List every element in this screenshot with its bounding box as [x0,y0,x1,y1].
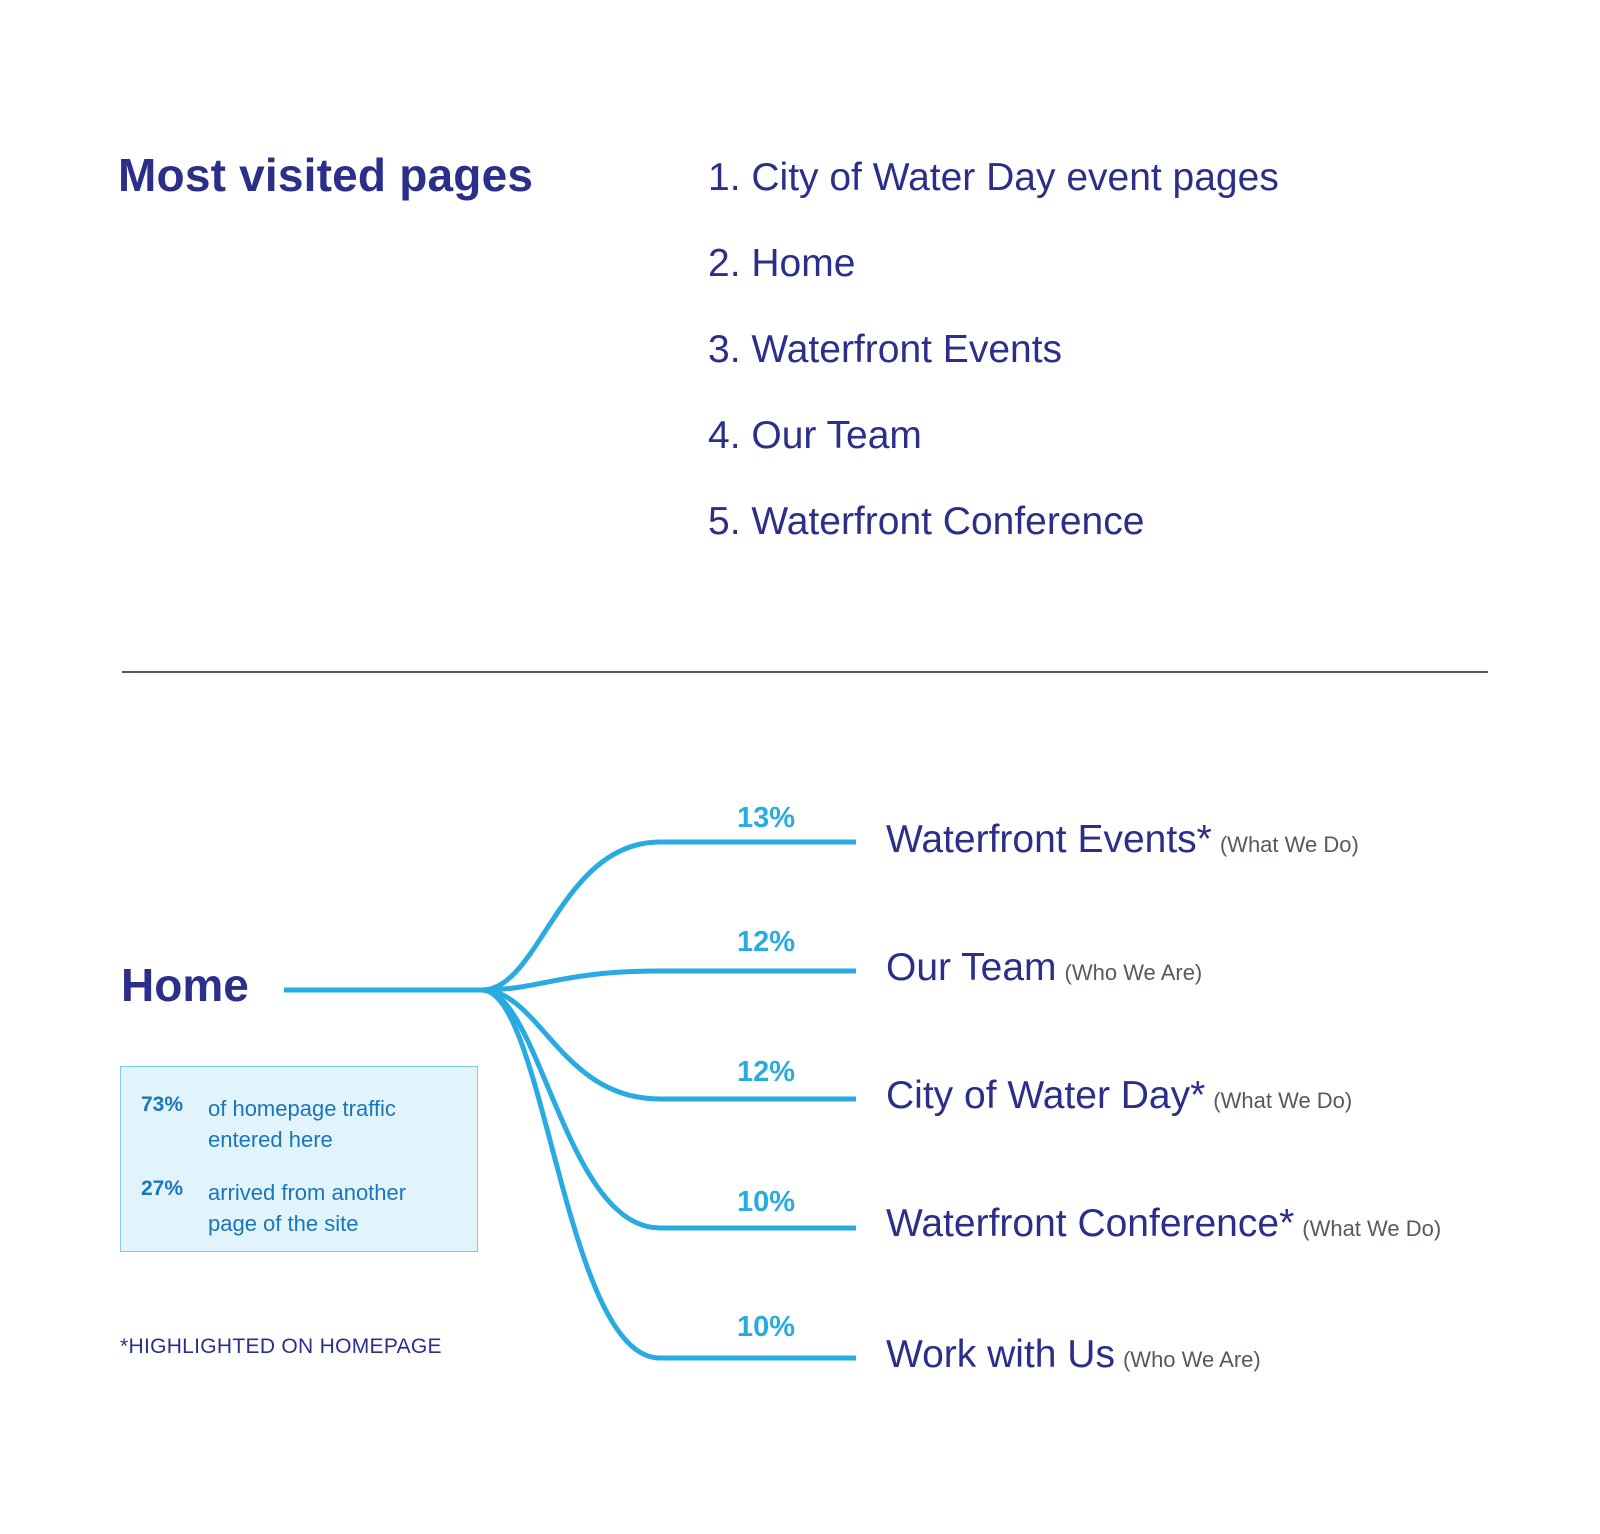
flow-percent: 10% [736,1186,796,1218]
destination-section: (Who We Are) [1064,960,1203,985]
top-page-item: 3. Waterfront Events [708,328,1063,371]
flow-percent: 12% [736,926,796,958]
stat-value: 73% [141,1093,184,1116]
destination-name: Waterfront Events* [886,818,1212,861]
flow-destination [886,1074,1352,1118]
destination-section: (What We Do) [1302,1216,1442,1241]
destination-name: City of Water Day* [886,1074,1206,1117]
flow-percent: 13% [736,802,796,834]
destination-name: Waterfront Conference* [886,1202,1295,1245]
entry-stats-box [120,1066,478,1252]
flow-line-waterfront-events [482,842,856,990]
top-page-item: 4. Our Team [708,414,922,457]
flow-percent: 12% [736,1056,796,1088]
home-node-label: Home [121,959,249,1011]
destination-name: Our Team [886,946,1057,989]
flow-destination [886,946,1202,990]
flow-line-work-with-us [482,990,856,1358]
stat-description: arrived from another page of the site [208,1180,407,1236]
footnote: *HIGHLIGHTED ON HOMEPAGE [120,1335,442,1358]
flow-destination [886,818,1359,862]
destination-section: (Who We Are) [1122,1347,1261,1372]
page-title: Most visited pages [118,149,534,201]
destination-section: (What We Do) [1213,1088,1353,1113]
destination-name: Work with Us [886,1333,1115,1376]
flow-line-our-team [482,971,856,990]
flow-destination [886,1333,1261,1377]
top-page-item: 2. Home [708,242,856,285]
stat-value: 27% [141,1177,184,1200]
top-page-item: 1. City of Water Day event pages [708,156,1279,199]
destination-section: (What We Do) [1219,832,1359,857]
top-page-item: 5. Waterfront Conference [708,500,1145,543]
flow-percent: 10% [736,1311,796,1343]
stat-description: of homepage traffic entered here [208,1096,396,1152]
flow-destination [886,1202,1441,1246]
